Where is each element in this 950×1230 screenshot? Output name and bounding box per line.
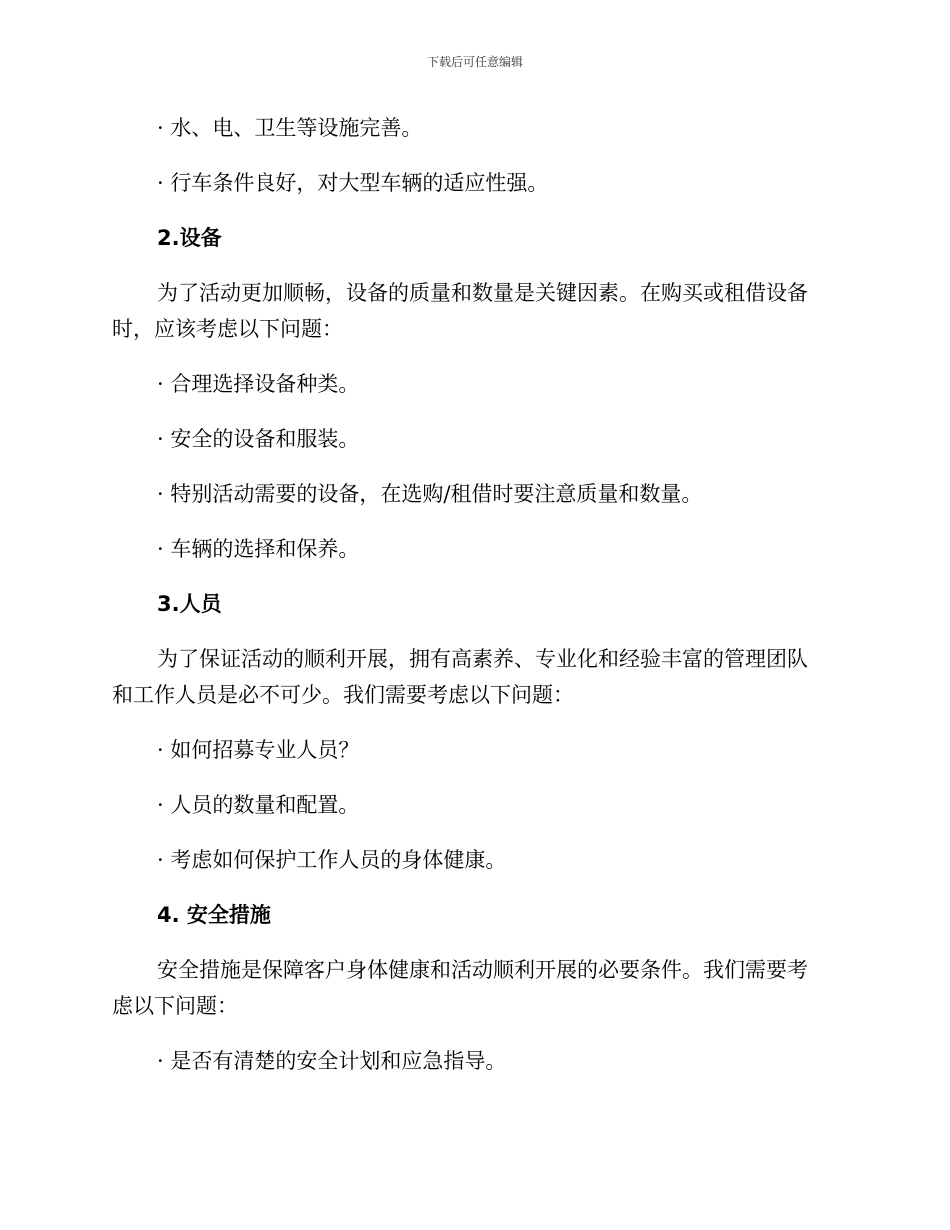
paragraph-line: 时，应该考虑以下问题： <box>112 317 343 341</box>
header-note: 下载后可任意编辑 <box>426 55 523 69</box>
list-item: · 特别活动需要的设备，在选购/租借时要注意质量和数量。 <box>157 482 703 506</box>
list-item: · 行车条件良好，对大型车辆的适应性强。 <box>157 171 549 195</box>
list-item: · 水、电、卫生等设施完善。 <box>157 116 423 140</box>
paragraph-line: 为了活动更加顺畅，设备的质量和数量是关键因素。在购买或租借设备 <box>157 281 808 305</box>
list-item: · 是否有清楚的安全计划和应急指导。 <box>157 1049 507 1073</box>
list-item: · 如何招募专业人员？ <box>157 738 360 762</box>
paragraph-personnel <box>112 641 832 713</box>
list-item: · 人员的数量和配置。 <box>157 793 360 817</box>
paragraph-safety <box>112 952 832 1024</box>
section-heading-personnel: 3.人员 <box>157 592 222 616</box>
paragraph-line: 和工作人员是必不可少。我们需要考虑以下问题： <box>112 683 574 707</box>
list-item: · 合理选择设备种类。 <box>157 372 360 396</box>
section-heading-safety: 4. 安全措施 <box>157 903 271 927</box>
paragraph-equipment <box>112 275 832 347</box>
paragraph-line: 安全措施是保障客户身体健康和活动顺利开展的必要条件。我们需要考 <box>157 958 808 982</box>
paragraph-line: 虑以下问题： <box>112 994 238 1018</box>
list-item: · 安全的设备和服装。 <box>157 427 360 451</box>
list-item: · 车辆的选择和保养。 <box>157 537 360 561</box>
section-heading-equipment: 2.设备 <box>157 226 222 250</box>
list-item: · 考虑如何保护工作人员的身体健康。 <box>157 848 507 872</box>
paragraph-line: 为了保证活动的顺利开展，拥有高素养、专业化和经验丰富的管理团队 <box>157 647 808 671</box>
document-body <box>112 110 832 1098</box>
